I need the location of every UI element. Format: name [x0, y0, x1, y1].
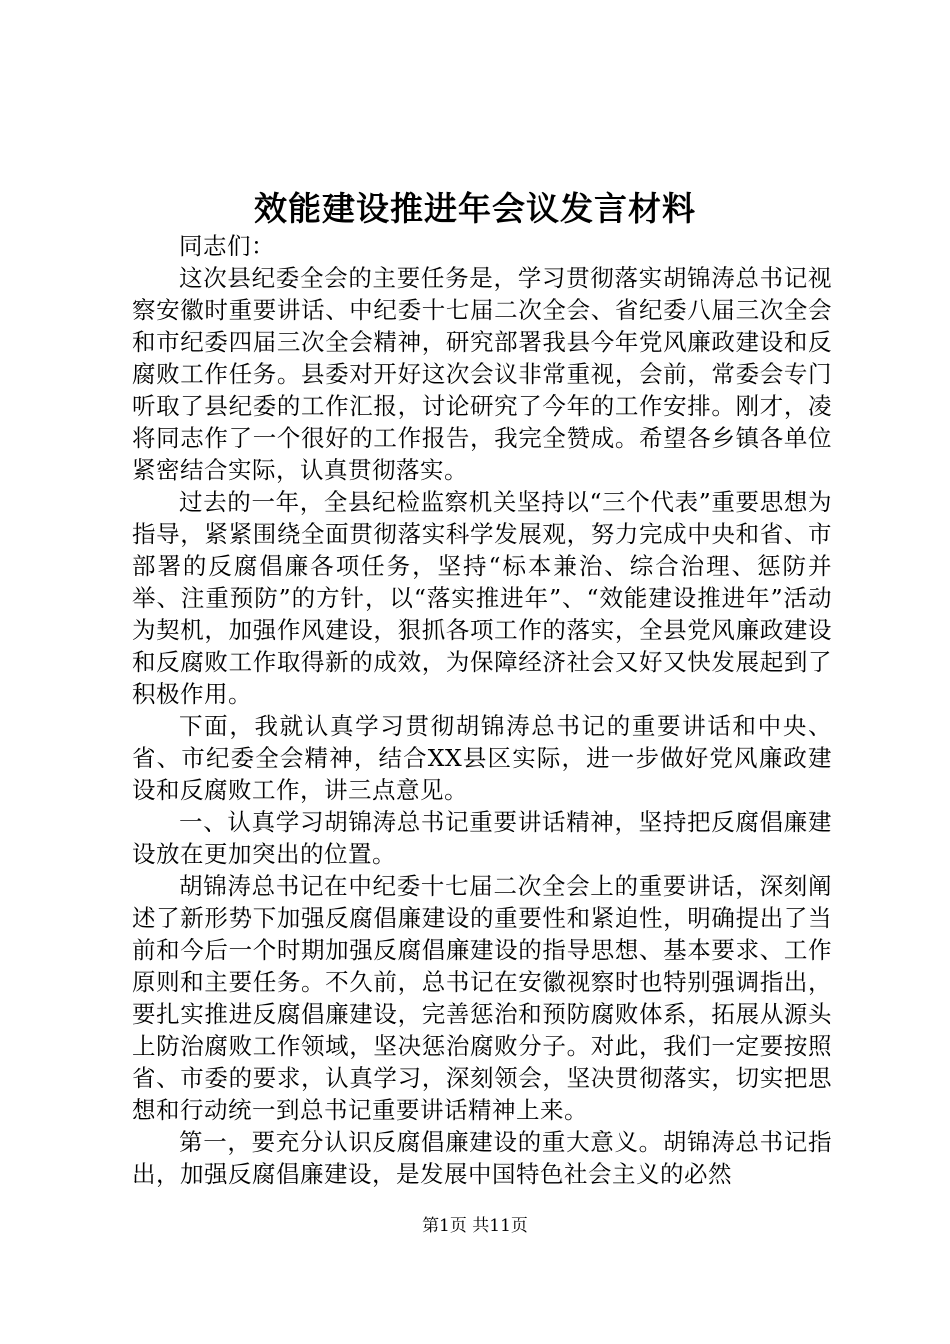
body-paragraph: 第一，要充分认识反腐倡廉建设的重大意义。胡锦涛总书记指出，加强反腐倡廉建设，是发展中国特色社会主义的必然 [132, 1128, 832, 1188]
page-number-footer: 第1页 共11页 [422, 1216, 528, 1236]
body-paragraph: 胡锦涛总书记在中纪委十七届二次全会上的重要讲话，深刻阐述了新形势下加强反腐倡廉建设的重要性和紧迫性，明确提出了当前和今后一个时期加强反腐倡廉建设的指导思想、基本要求、工作原则和主要任务。不久前，总书记在安徽视察时也特别强调指出，要扎实推进反腐倡廉建设，完善惩治和预防腐败体系，拓展从源头上防治腐败工作领域，坚决惩治腐败分子。对此，我们一定要按照省、市委的要求，认真学习，深刻领会，坚决贯彻落实，切实把思想和行动统一到总书记重要讲话精神上来。 [132, 872, 832, 1124]
section-heading-paragraph: 一、认真学习胡锦涛总书记重要讲话精神，坚持把反腐倡廉建设放在更加突出的位置。 [132, 808, 832, 868]
body-paragraph: 过去的一年，全县纪检监察机关坚持以“三个代表”重要思想为指导，紧紧围绕全面贯彻落实科学发展观，努力完成中央和省、市部署的反腐倡廉各项任务，坚持“标本兼治、综合治理、惩防并举、注重预防”的方针，以“落实推进年”、“效能建设推进年”活动为契机，加强作风建设，狠抓各项工作的落实，全县党风廉政建设和反腐败工作取得新的成效，为保障经济社会又好又快发展起到了积极作用。 [132, 488, 832, 708]
document-body [132, 230, 832, 1190]
salutation-paragraph: 同志们： [179, 232, 275, 260]
body-paragraph: 下面，我就认真学习贯彻胡锦涛总书记的重要讲话和中央、省、市纪委全会精神，结合XX县区实际，进一步做好党风廉政建设和反腐败工作，讲三点意见。 [132, 712, 832, 804]
document-title: 效能建设推进年会议发言材料 [254, 189, 696, 228]
body-paragraph: 这次县纪委全会的主要任务是，学习贯彻落实胡锦涛总书记视察安徽时重要讲话、中纪委十七届二次全会、省纪委八届三次全会和市纪委四届三次全会精神，研究部署我县今年党风廉政建设和反腐败工作任务。县委对开好这次会议非常重视，会前，常委会专门听取了县纪委的工作汇报，讨论研究了今年的工作安排。刚才，凌将同志作了一个很好的工作报告，我完全赞成。希望各乡镇各单位紧密结合实际，认真贯彻落实。 [132, 264, 832, 484]
